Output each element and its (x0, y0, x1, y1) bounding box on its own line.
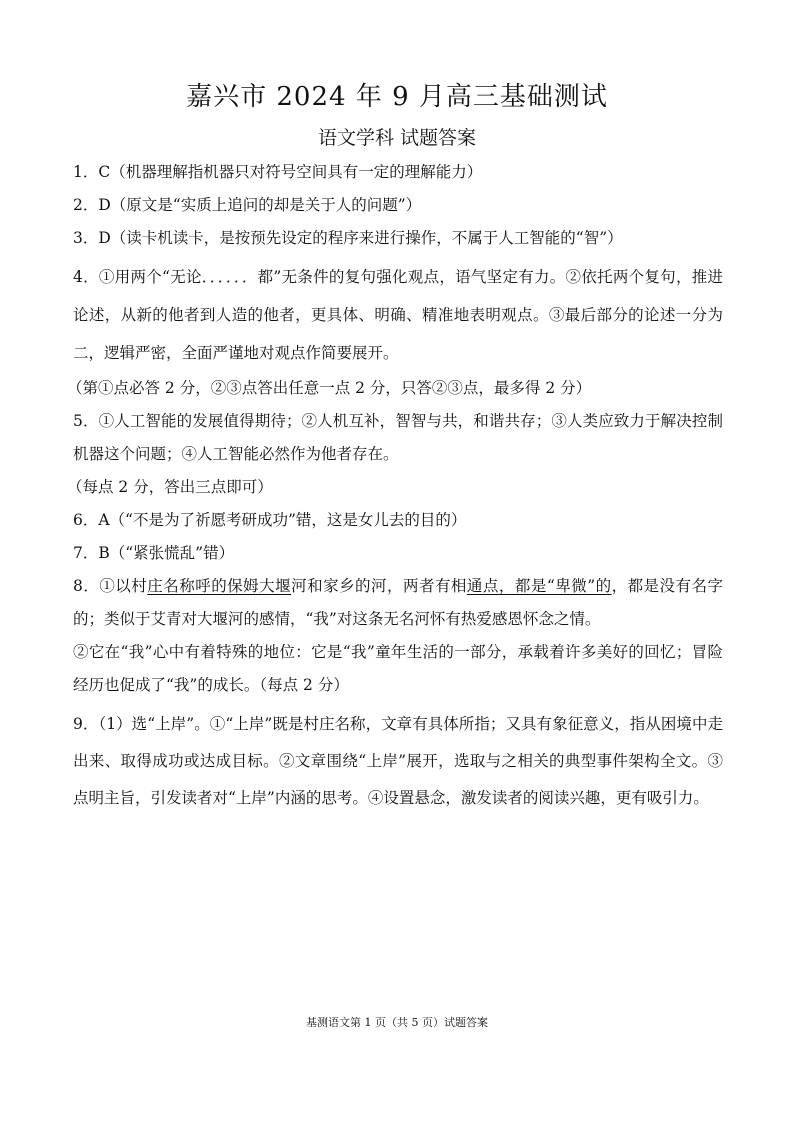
answer-7: 7．B（“紧张慌乱”错） (73, 544, 235, 562)
answer-4-scoring-note: （第①点必答 2 分，②③点答出任意一点 2 分，只答②③点，最多得 2 分） (67, 379, 592, 397)
page-subtitle: 语文学科 试题答案 (317, 127, 477, 149)
answer-5-scoring-note: （每点 2 分，答出三点即可） (67, 478, 273, 496)
answer-2: 2．D（原文是“实质上追问的却是关于人的问题”） (73, 196, 422, 214)
page-title: 嘉兴市 2024 年 9 月高三基础测试 (186, 82, 608, 112)
answer-8-text: 8．①以村 (73, 577, 148, 595)
answer-9: 9．（1）选“上岸”。①“上岸”既是村庄名称，文章有具体所指；又具有象征意义，指从困境中走出来、取得成功或达成目标。②文章围绕“上岸”展开，选取与之相关的典型事件架构全文。③点明主旨，引发读者对“上岸”内涵的思考。④设置悬念，激发读者的阅读兴趣，更有吸引力。 (73, 715, 723, 807)
answer-1: 1．C（机器理解指机器只对符号空间具有一定的理解能力） (73, 163, 483, 181)
answer-3: 3．D（读卡机读卡，是按预先设定的程序来进行操作，不属于人工智能的“智”） (73, 229, 623, 247)
answer-8-point-2: ②它在“我”心中有着特殊的地位：它是“我”童年生活的一部分，承载着许多美好的回忆；冒险经历也促成了“我”的成长。（每点 2 分） (73, 643, 723, 694)
answer-4: 4．①用两个“无论．．．．．．都”无条件的复句强化观点，语气坚定有力。②依托两个复句，推进论述，从新的他者到人造的他者，更具体、明确、精准地表明观点。③最后部分的论述一分为二，逻辑严密，全面严谨地对观点作简要展开。 (73, 268, 723, 362)
answer-8-text: 河和家乡的河，两者有相 (291, 577, 467, 595)
answer-5: 5．①人工智能的发展值得期待；②人机互补，智智与共，和谐共存；③人类应致力于解决控制机器这个问题；④人工智能必然作为他者存在。 (73, 412, 723, 463)
answer-6: 6．A（“不是为了祈愿考研成功”错，这是女儿去的目的） (73, 511, 467, 529)
answer-list (67, 156, 723, 817)
answer-8-text: ，都是没有名字的；类似于艾青对大堰河的感情，“我”对这条无名河怀有热爱感恩怀念之情。 (73, 577, 723, 628)
page-footer: 基测语文第 1 页（共 5 页）试题答案 (306, 1016, 488, 1029)
answer-8-point-1 (73, 570, 723, 636)
underlined-phrase: 通点，都是“卑微”的 (466, 577, 612, 595)
underlined-phrase: 庄名称呼的保姆大堰 (147, 577, 292, 595)
